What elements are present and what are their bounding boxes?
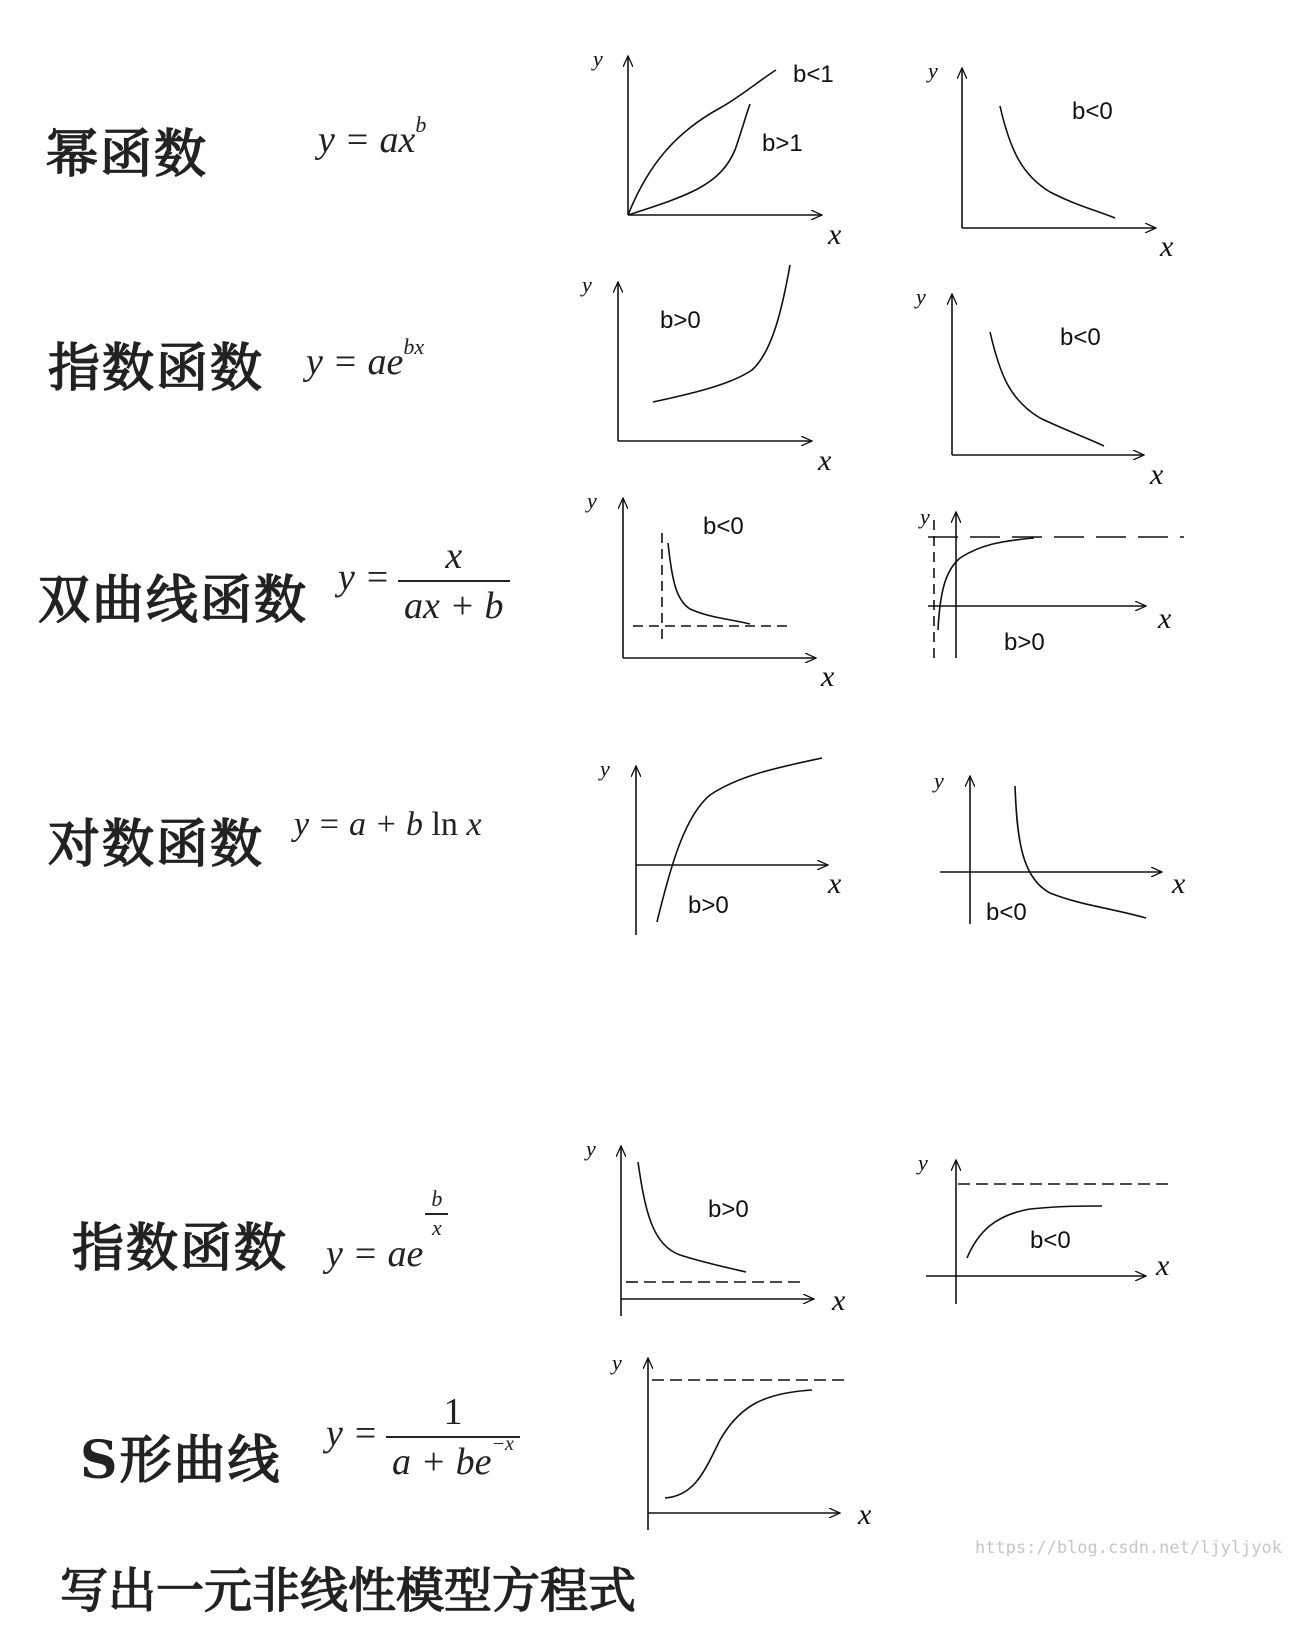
formula-lhs: y = ae — [306, 341, 404, 383]
s-curve-label: S形曲线 — [80, 1430, 282, 1491]
x-axis-label: x — [1156, 1249, 1170, 1282]
y-axis-label: y — [934, 768, 944, 793]
hyperbolic-function-label: 双曲线函数 — [38, 570, 309, 631]
curve — [938, 538, 1034, 630]
curve — [665, 1390, 812, 1498]
exponential-left-label: b>0 — [660, 307, 701, 334]
formula-ln: ln — [431, 806, 458, 843]
y-axis-label: y — [928, 58, 938, 83]
power-left-label-b-lt-1: b<1 — [793, 61, 834, 88]
y-axis-label: y — [612, 1350, 622, 1375]
curve — [657, 758, 822, 922]
exponential-inverse-graph-left — [621, 1146, 814, 1316]
x-axis-label: x — [1172, 867, 1186, 900]
x-axis-label: x — [832, 1284, 846, 1317]
exponent-denominator: x — [431, 1215, 442, 1240]
denominator-base: a + be — [392, 1441, 492, 1483]
logarithmic-left-label: b>0 — [688, 892, 729, 919]
s-curve-graph — [648, 1358, 844, 1530]
curve-b-lt-1 — [628, 70, 776, 215]
watermark: https://blog.csdn.net/ljyljyok — [974, 1538, 1282, 1558]
exponential-inverse-right-label: b<0 — [1030, 1227, 1071, 1254]
formula-arg: x — [466, 806, 482, 843]
x-axis-label: x — [818, 444, 832, 477]
hyperbolic-left-label: b<0 — [703, 513, 744, 540]
x-axis-label: x — [828, 867, 842, 900]
formula-lhs: y = — [326, 1412, 379, 1455]
formula-lhs: y = ax — [318, 119, 416, 161]
y-axis-label: y — [587, 488, 597, 513]
logarithmic-graph-right — [940, 776, 1162, 924]
power-left-label-b-gt-1: b>1 — [762, 130, 803, 157]
logarithmic-graph-left — [636, 758, 828, 935]
x-axis-label: x — [1160, 230, 1174, 263]
power-graph-right — [962, 68, 1156, 228]
fraction-denominator: ax + b — [398, 580, 510, 628]
cut-off-heading: 写出一元非线性模型方程式 — [60, 1563, 637, 1619]
x-axis-label: x — [1150, 458, 1164, 491]
formula-lhs: y = — [338, 556, 391, 599]
x-axis-label: x — [821, 660, 835, 693]
y-axis-label: y — [582, 272, 592, 297]
x-axis-label: x — [1158, 602, 1172, 635]
x-axis-label: x — [828, 218, 842, 251]
y-axis-label: y — [586, 1136, 596, 1161]
exponential-inverse-function-label: 指数函数 — [72, 1218, 289, 1279]
logarithmic-right-label: b<0 — [986, 899, 1027, 926]
curve — [668, 543, 750, 624]
y-axis-label: y — [920, 504, 930, 529]
power-right-label: b<0 — [1072, 98, 1113, 125]
power-function-label: 幂函数 — [46, 124, 209, 185]
exponential-function-label: 指数函数 — [48, 338, 265, 399]
logarithmic-function-label: 对数函数 — [48, 814, 265, 875]
fraction-numerator: x — [445, 535, 463, 577]
exponential-right-label: b<0 — [1060, 324, 1101, 351]
formula-exponent: bx — [403, 334, 425, 360]
formula-lhs: y = a + b — [294, 806, 423, 843]
exponent-numerator: b — [425, 1186, 448, 1215]
exponential-graph-left — [618, 265, 812, 441]
exponential-inverse-left-label: b>0 — [708, 1196, 749, 1223]
hyperbolic-graph-right — [928, 512, 1184, 664]
x-axis-label: x — [858, 1498, 872, 1531]
exponential-graph-right — [952, 294, 1144, 455]
hyperbolic-right-label: b>0 — [1004, 629, 1045, 656]
fraction-numerator: 1 — [443, 1391, 463, 1433]
y-axis-label: y — [600, 756, 610, 781]
y-axis-label: y — [593, 46, 603, 71]
y-axis-label: y — [916, 284, 926, 309]
curve — [1015, 786, 1146, 918]
curve-b-gt-1 — [628, 104, 750, 215]
formula-lhs: y = ae — [326, 1233, 424, 1276]
y-axis-label: y — [918, 1150, 928, 1175]
formula-exponent: b — [415, 112, 427, 138]
denominator-exponent: −x — [491, 1433, 514, 1456]
